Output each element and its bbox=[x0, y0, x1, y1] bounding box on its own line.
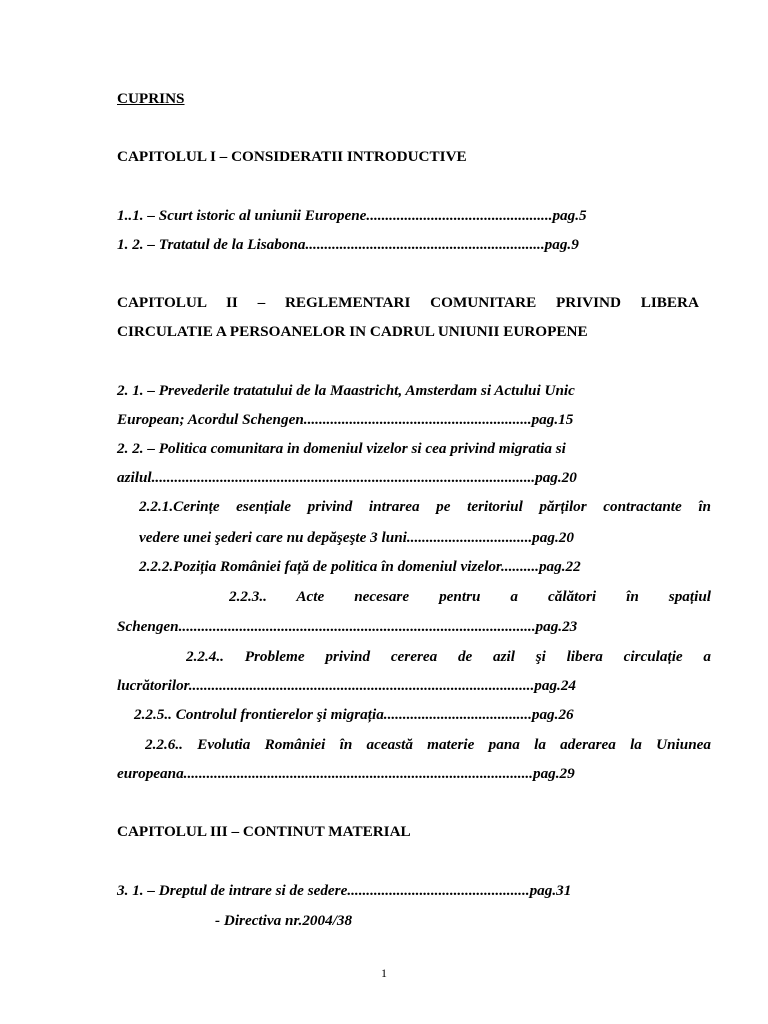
toc-entry-2-2-3-line-1: 2.2.3.. Acte necesare pentru a călători în spațiul bbox=[229, 589, 711, 605]
chapter-1-title: CAPITOLUL I – CONSIDERATII INTRODUCTIVE bbox=[117, 148, 467, 165]
toc-entry-1-1: 1..1. – Scurt istoric al uniunii Europene.................................................pag.5 bbox=[117, 207, 587, 224]
toc-entry-2-2-5: 2.2.5.. Controlul frontierelor şi migrația.......................................pag.26 bbox=[134, 706, 574, 723]
toc-entry-3-1: 3. 1. – Dreptul de intrare si de sedere................................................pag.31 bbox=[117, 882, 572, 899]
chapter-3-title: CAPITOLUL III – CONTINUT MATERIAL bbox=[117, 823, 411, 840]
toc-heading: CUPRINS bbox=[117, 90, 185, 107]
toc-entry-2-2-4-line-2: lucrătorilor...........................................................................................pag.24 bbox=[117, 677, 577, 694]
toc-entry-2-2-3-line-2: Schengen..............................................................................................pag.23 bbox=[117, 618, 578, 635]
page-number: 1 bbox=[381, 966, 387, 980]
toc-entry-2-2-4-line-1: 2.2.4.. Probleme privind cererea de azil şi libera circulație a bbox=[186, 649, 711, 665]
toc-entry-2-1-line-2: European; Acordul Schengen............................................................pag.15 bbox=[117, 411, 574, 428]
toc-entry-2-2-1-line-1: 2.2.1.Cerințe esențiale privind intrarea pe teritoriul părților contractante în bbox=[139, 499, 711, 515]
toc-entry-2-2-1-line-2: vedere unei şederi care nu depăşeşte 3 luni.................................pag.20 bbox=[139, 529, 574, 546]
toc-entry-2-2-6-line-2: europeana............................................................................................pag.29 bbox=[117, 765, 575, 782]
toc-entry-2-2-line-1: 2. 2. – Politica comunitara in domeniul vizelor si cea privind migratia si bbox=[117, 440, 566, 457]
toc-entry-2-2-2: 2.2.2.Poziția României față de politica în domeniul vizelor..........pag.22 bbox=[139, 558, 581, 575]
chapter-2-title-line-1: CAPITOLUL II – REGLEMENTARI COMUNITARE PRIVIND LIBERA bbox=[117, 295, 699, 311]
toc-entry-2-1-line-1: 2. 1. – Prevederile tratatului de la Maastricht, Amsterdam si Actului Unic bbox=[117, 382, 575, 399]
toc-entry-3-1-sub: - Directiva nr.2004/38 bbox=[215, 912, 353, 929]
chapter-2-title-line-2: CIRCULATIE A PERSOANELOR IN CADRUL UNIUNII EUROPENE bbox=[117, 323, 588, 340]
toc-entry-2-2-line-2: azilul.....................................................................................................pag.20 bbox=[117, 469, 577, 486]
toc-entry-2-2-6-line-1: 2.2.6.. Evolutia României în această materie pana la aderarea la Uniunea bbox=[145, 737, 711, 753]
toc-entry-1-2: 1. 2. – Tratatul de la Lisabona...............................................................pag.9 bbox=[117, 236, 579, 253]
